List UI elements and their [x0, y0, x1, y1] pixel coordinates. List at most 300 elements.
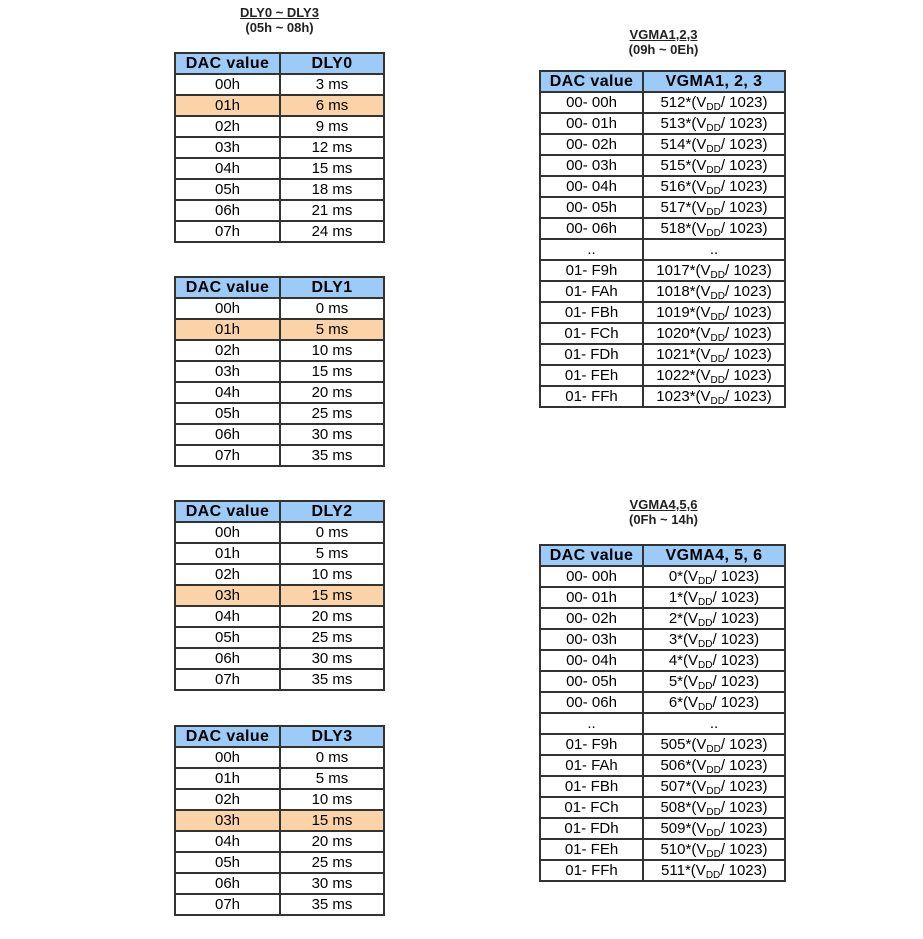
formula-suffix: / 1023) — [720, 841, 768, 858]
dac-value-cell: 00h — [175, 747, 280, 768]
formula-var: V — [696, 778, 707, 795]
dac-value-cell: 05h — [175, 852, 280, 873]
table-row — [540, 386, 785, 407]
formula-prefix: *( — [677, 652, 688, 669]
formula-suffix: / 1023) — [712, 652, 760, 669]
dac-value-cell: 02h — [175, 789, 280, 810]
value-cell — [643, 566, 785, 587]
dac-value-cell: 07h — [175, 445, 280, 466]
value-number: 509 — [660, 820, 686, 837]
dac-value-cell: 01h — [175, 319, 280, 340]
formula-var: V — [688, 694, 699, 711]
value-number: 1017 — [656, 262, 690, 279]
dac-value-cell: 01- FCh — [540, 797, 643, 818]
value-cell: 12 ms — [280, 137, 384, 158]
table-row — [175, 221, 384, 242]
value-number: 1018 — [656, 283, 690, 300]
formula-suffix: / 1023) — [712, 589, 760, 606]
table-row — [175, 361, 384, 382]
formula-prefix: *( — [685, 757, 697, 774]
column-header-register: DLY0 — [280, 53, 384, 74]
dac-value-cell: 00- 04h — [540, 650, 643, 671]
formula-prefix: *( — [685, 778, 697, 795]
formula-suffix: / 1023) — [720, 757, 768, 774]
table-row — [540, 671, 785, 692]
vgma123-caption-range: (09h ~ 0Eh) — [628, 42, 699, 57]
formula-var: V — [696, 736, 707, 753]
value-number: 517 — [660, 199, 686, 216]
table-row — [540, 860, 785, 881]
table-row — [540, 734, 785, 755]
formula-sub: DD — [706, 765, 721, 776]
table-row — [540, 113, 785, 134]
value-cell: 25 ms — [280, 852, 384, 873]
dac-value-cell: 01- FEh — [540, 839, 643, 860]
formula-sub: DD — [710, 291, 725, 302]
formula-suffix: / 1023) — [712, 694, 760, 711]
table-row — [175, 179, 384, 200]
dac-value-cell: 01- FFh — [540, 386, 643, 407]
value-cell: 3 ms — [280, 74, 384, 95]
value-number: 512 — [660, 94, 686, 111]
formula-prefix: *( — [689, 262, 701, 279]
formula-prefix: *( — [685, 94, 697, 111]
dac-value-cell: 01- FBh — [540, 776, 643, 797]
formula-sub: DD — [706, 744, 721, 755]
table-row — [540, 755, 785, 776]
dac-value-cell: 00h — [175, 298, 280, 319]
table-header-row — [175, 501, 384, 522]
formula-prefix: *( — [685, 736, 697, 753]
formula-sub: DD — [698, 597, 713, 608]
dac-value-cell: 06h — [175, 648, 280, 669]
formula-var: V — [700, 304, 711, 321]
value-cell — [643, 839, 785, 860]
value-cell: 35 ms — [280, 894, 384, 915]
value-cell — [643, 260, 785, 281]
table-row — [175, 747, 384, 768]
value-cell: 18 ms — [280, 179, 384, 200]
formula-var: V — [700, 388, 711, 405]
table-header-row — [540, 545, 785, 566]
value-cell — [643, 734, 785, 755]
formula-var: V — [696, 220, 707, 237]
formula-sub: DD — [706, 165, 721, 176]
value-cell: 5 ms — [280, 543, 384, 564]
formula-prefix: *( — [677, 589, 688, 606]
formula-suffix: / 1023) — [720, 820, 768, 837]
dac-value-cell: 00- 05h — [540, 671, 643, 692]
value-number: 506 — [660, 757, 686, 774]
formula-prefix: *( — [685, 799, 697, 816]
formula-prefix: *( — [685, 157, 697, 174]
dac-value-cell: 00- 02h — [540, 608, 643, 629]
formula-sub: DD — [706, 786, 721, 797]
table-row — [175, 424, 384, 445]
formula-sub: DD — [706, 123, 721, 134]
value-cell — [643, 176, 785, 197]
formula-prefix: *( — [689, 325, 701, 342]
formula-var: V — [696, 157, 707, 174]
value-number: 507 — [660, 778, 686, 795]
dac-value-cell: 01h — [175, 95, 280, 116]
formula-prefix: *( — [685, 820, 697, 837]
value-cell — [643, 860, 785, 881]
formula-var: V — [700, 262, 711, 279]
value-cell: 20 ms — [280, 606, 384, 627]
formula-suffix: / 1023) — [724, 325, 772, 342]
dac-value-cell: 05h — [175, 403, 280, 424]
dly-caption-range: (05h ~ 08h) — [245, 20, 314, 35]
value-cell: 21 ms — [280, 200, 384, 221]
value-cell — [643, 692, 785, 713]
dly-caption-title: DLY0 ~ DLY3 — [240, 5, 319, 20]
dac-value-cell: 00- 05h — [540, 197, 643, 218]
value-cell: 10 ms — [280, 340, 384, 361]
value-cell: 15 ms — [280, 361, 384, 382]
value-cell: 0 ms — [280, 747, 384, 768]
dac-value-cell: 00- 01h — [540, 587, 643, 608]
value-cell — [643, 155, 785, 176]
dac-value-cell: 01- FEh — [540, 365, 643, 386]
value-cell — [643, 671, 785, 692]
value-number: 511 — [661, 862, 685, 879]
dac-value-cell: 00- 02h — [540, 134, 643, 155]
table-header-row — [175, 726, 384, 747]
dac-value-cell: 00h — [175, 522, 280, 543]
formula-suffix: / 1023) — [720, 799, 768, 816]
formula-suffix: / 1023) — [724, 346, 772, 363]
formula-var: V — [688, 652, 699, 669]
table-row — [175, 158, 384, 179]
formula-var: V — [696, 178, 707, 195]
value-cell — [643, 629, 785, 650]
dac-value-cell: 00- 03h — [540, 629, 643, 650]
formula-prefix: *( — [689, 304, 701, 321]
value-cell — [643, 344, 785, 365]
formula-sub: DD — [706, 186, 721, 197]
formula-suffix: / 1023) — [720, 736, 768, 753]
value-number: 3 — [668, 631, 678, 648]
table-row — [175, 382, 384, 403]
table-header-row — [175, 53, 384, 74]
value-cell — [643, 386, 785, 407]
value-cell — [643, 755, 785, 776]
formula-sub: DD — [706, 849, 721, 860]
table-row — [175, 298, 384, 319]
formula-suffix: / 1023) — [720, 778, 768, 795]
dac-value-cell: 05h — [175, 179, 280, 200]
dac-value-cell: 04h — [175, 382, 280, 403]
formula-var: V — [700, 325, 711, 342]
formula-var: V — [688, 610, 699, 627]
value-number: 516 — [660, 178, 686, 195]
column-header-register: DLY1 — [280, 277, 384, 298]
vgma456-caption — [539, 497, 788, 527]
formula-sub: DD — [698, 639, 713, 650]
formula-suffix: / 1023) — [724, 388, 772, 405]
formula-suffix: / 1023) — [724, 304, 772, 321]
formula-prefix: *( — [689, 283, 701, 300]
table-row — [540, 365, 785, 386]
value-cell: 30 ms — [280, 424, 384, 445]
formula-prefix: *( — [677, 568, 688, 585]
formula-sub: DD — [710, 333, 725, 344]
formula-prefix: *( — [677, 610, 688, 627]
value-cell: 20 ms — [280, 382, 384, 403]
value-number: 1 — [668, 589, 678, 606]
value-cell: 20 ms — [280, 831, 384, 852]
dac-value-cell: 03h — [175, 585, 280, 606]
value-cell — [643, 218, 785, 239]
table-row — [175, 522, 384, 543]
table-row — [175, 852, 384, 873]
formula-prefix: *( — [689, 388, 701, 405]
formula-var: V — [696, 115, 707, 132]
table-row — [175, 543, 384, 564]
table-row-highlighted — [175, 810, 384, 831]
table-row — [540, 797, 785, 818]
formula-var: V — [695, 862, 706, 879]
formula-var: V — [688, 589, 699, 606]
formula-suffix: / 1023) — [724, 283, 772, 300]
table-row — [540, 155, 785, 176]
value-number: 518 — [660, 220, 686, 237]
table-row — [175, 137, 384, 158]
vgma456-caption-range: (0Fh ~ 14h) — [629, 512, 698, 527]
formula-suffix: / 1023) — [720, 157, 768, 174]
column-header-dac-value: DAC value — [540, 545, 643, 566]
formula-prefix: *( — [685, 199, 697, 216]
table-row — [540, 692, 785, 713]
value-cell — [643, 197, 785, 218]
table-row — [175, 564, 384, 585]
formula-var: V — [696, 799, 707, 816]
dac-value-cell: 01- FAh — [540, 755, 643, 776]
value-cell — [643, 92, 785, 113]
dac-value-cell: 07h — [175, 221, 280, 242]
table-row — [175, 200, 384, 221]
dac-value-cell: 03h — [175, 361, 280, 382]
value-cell: 30 ms — [280, 873, 384, 894]
dac-value-cell: 04h — [175, 158, 280, 179]
column-header-register: VGMA4, 5, 6 — [643, 545, 785, 566]
vgma456-table — [539, 544, 786, 882]
formula-suffix: / 1023) — [720, 94, 768, 111]
value-number: 0 — [668, 568, 678, 585]
value-cell: 10 ms — [280, 789, 384, 810]
table-header-row — [540, 71, 785, 92]
table-row-highlighted — [175, 585, 384, 606]
formula-sub: DD — [706, 807, 721, 818]
table-row — [175, 606, 384, 627]
formula-sub: DD — [706, 228, 721, 239]
value-cell: 35 ms — [280, 669, 384, 690]
formula-suffix: / 1023) — [720, 136, 768, 153]
dac-value-cell: 03h — [175, 810, 280, 831]
dac-value-cell: 01- FDh — [540, 344, 643, 365]
table-row — [540, 176, 785, 197]
value-cell — [643, 302, 785, 323]
dac-value-cell: 04h — [175, 606, 280, 627]
table-row-highlighted — [175, 319, 384, 340]
column-header-dac-value: DAC value — [175, 501, 280, 522]
value-cell — [643, 776, 785, 797]
value-cell: 6 ms — [280, 95, 384, 116]
dac-value-cell: 00- 06h — [540, 218, 643, 239]
dac-value-cell: 01- FBh — [540, 302, 643, 323]
dac-value-cell: 01- F9h — [540, 734, 643, 755]
table-row — [175, 768, 384, 789]
value-number: 1022 — [656, 367, 690, 384]
formula-var: V — [696, 841, 707, 858]
value-number: 513 — [660, 115, 686, 132]
value-cell — [643, 650, 785, 671]
dac-value-cell: 00- 00h — [540, 566, 643, 587]
formula-prefix: *( — [685, 136, 697, 153]
value-number: 1019 — [656, 304, 690, 321]
dac-value-cell: 00- 04h — [540, 176, 643, 197]
formula-var: V — [700, 346, 711, 363]
value-cell: 9 ms — [280, 116, 384, 137]
formula-prefix: *( — [685, 115, 697, 132]
value-cell: 15 ms — [280, 158, 384, 179]
formula-var: V — [688, 568, 699, 585]
formula-suffix: / 1023) — [720, 178, 768, 195]
value-number: 4 — [668, 652, 678, 669]
formula-prefix: *( — [685, 841, 697, 858]
value-number: 508 — [660, 799, 686, 816]
dac-value-cell: 06h — [175, 424, 280, 445]
formula-var: V — [696, 757, 707, 774]
formula-suffix: / 1023) — [720, 862, 767, 879]
dac-value-cell: 01- F9h — [540, 260, 643, 281]
formula-prefix: *( — [685, 220, 697, 237]
column-header-dac-value: DAC value — [175, 277, 280, 298]
dac-value-cell: 00- 00h — [540, 92, 643, 113]
dac-value-cell: 00h — [175, 74, 280, 95]
table-row — [540, 629, 785, 650]
table-row — [540, 239, 785, 260]
value-cell: 25 ms — [280, 627, 384, 648]
formula-sub: DD — [705, 870, 721, 881]
table-row — [175, 873, 384, 894]
table-row — [175, 831, 384, 852]
formula-prefix: *( — [677, 673, 688, 690]
formula-sub: DD — [710, 396, 725, 407]
formula-sub: DD — [710, 354, 725, 365]
table-row — [540, 608, 785, 629]
dly-caption — [174, 5, 385, 35]
value-cell — [643, 587, 785, 608]
table-row — [175, 648, 384, 669]
dac-value-cell: 07h — [175, 669, 280, 690]
formula-var: V — [688, 673, 699, 690]
dac-value-cell: .. — [540, 239, 643, 260]
formula-suffix: / 1023) — [712, 610, 760, 627]
formula-suffix: / 1023) — [724, 367, 772, 384]
formula-suffix: / 1023) — [720, 115, 768, 132]
column-header-dac-value: DAC value — [175, 53, 280, 74]
table-row — [540, 218, 785, 239]
table-row — [540, 713, 785, 734]
dac-value-cell: 00- 06h — [540, 692, 643, 713]
vgma456-caption-title: VGMA4,5,6 — [629, 497, 698, 512]
formula-prefix: *( — [684, 862, 696, 879]
formula-sub: DD — [698, 702, 713, 713]
table-header-row — [175, 277, 384, 298]
table-row — [175, 116, 384, 137]
table-row — [540, 566, 785, 587]
vgma123-caption — [539, 27, 788, 57]
table-row — [540, 134, 785, 155]
formula-var: V — [696, 94, 707, 111]
dly1-table — [174, 276, 385, 467]
table-row — [540, 260, 785, 281]
formula-suffix: / 1023) — [720, 220, 768, 237]
value-cell: 5 ms — [280, 768, 384, 789]
value-cell: 5 ms — [280, 319, 384, 340]
value-number: 515 — [660, 157, 686, 174]
dac-value-cell: 01- FDh — [540, 818, 643, 839]
formula-sub: DD — [706, 828, 721, 839]
table-row — [175, 627, 384, 648]
table-row — [540, 92, 785, 113]
value-cell — [643, 134, 785, 155]
dac-value-cell: 05h — [175, 627, 280, 648]
value-cell — [643, 323, 785, 344]
column-header-dac-value: DAC value — [175, 726, 280, 747]
table-row — [175, 340, 384, 361]
value-number: 1021 — [656, 346, 690, 363]
value-cell: 15 ms — [280, 585, 384, 606]
value-cell — [643, 281, 785, 302]
value-cell — [643, 608, 785, 629]
formula-var: V — [700, 367, 711, 384]
dac-value-cell: 02h — [175, 564, 280, 585]
formula-suffix: / 1023) — [712, 631, 760, 648]
table-row — [540, 344, 785, 365]
value-number: 510 — [660, 841, 686, 858]
table-row — [175, 894, 384, 915]
formula-sub: DD — [698, 681, 713, 692]
formula-suffix: / 1023) — [720, 199, 768, 216]
table-row — [175, 403, 384, 424]
table-row — [540, 776, 785, 797]
table-row — [540, 302, 785, 323]
formula-sub: DD — [710, 270, 725, 281]
dac-value-cell: 06h — [175, 200, 280, 221]
vgma123-caption-title: VGMA1,2,3 — [629, 27, 698, 42]
dac-value-cell: 07h — [175, 894, 280, 915]
formula-sub: DD — [710, 375, 725, 386]
formula-prefix: *( — [685, 178, 697, 195]
value-cell: 25 ms — [280, 403, 384, 424]
table-row — [540, 323, 785, 344]
formula-suffix: / 1023) — [712, 673, 760, 690]
value-cell: 10 ms — [280, 564, 384, 585]
value-cell: 30 ms — [280, 648, 384, 669]
table-row — [540, 818, 785, 839]
value-number: 505 — [660, 736, 686, 753]
dly2-table — [174, 500, 385, 691]
dac-value-cell: 02h — [175, 116, 280, 137]
table-row — [540, 839, 785, 860]
table-row — [540, 281, 785, 302]
dac-value-cell: 01- FAh — [540, 281, 643, 302]
table-row — [175, 74, 384, 95]
formula-prefix: *( — [689, 346, 701, 363]
